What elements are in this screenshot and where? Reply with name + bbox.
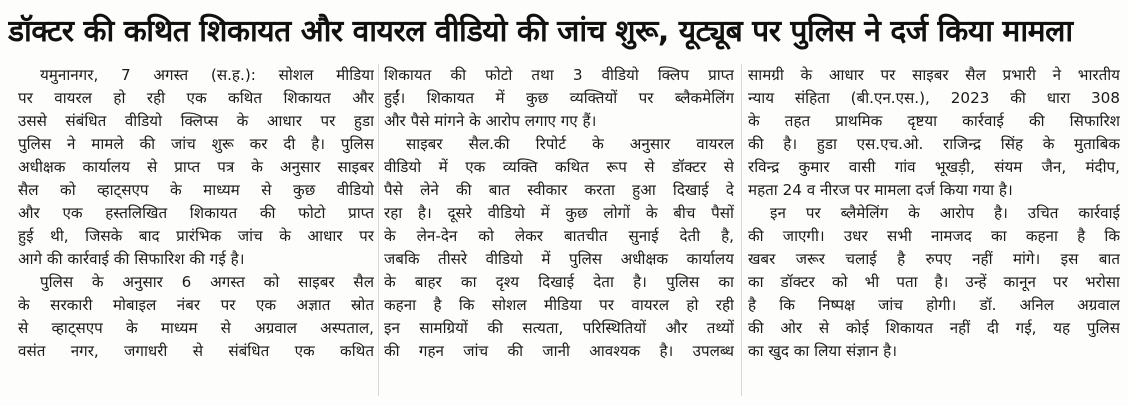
article-column-2: [384, 64, 734, 400]
article-text-line: का खुद का लिया संज्ञान है।: [748, 342, 897, 360]
article-text-line: जबकि तीसरे वीडियो में पुलिस अधीक्षक कार्यालय: [384, 250, 734, 268]
column-divider: [378, 64, 379, 396]
article-text-line: की है। हुडा एस.एच.ओ. राजिन्द्र सिंह के मुताबिक: [748, 135, 1120, 153]
article-text-line: पुलिस ने मामले की जांच शुरू कर दी है। पुलिस: [18, 135, 374, 153]
article-text-line: के सरकारी मोबाइल नंबर पर एक अज्ञात स्रोत: [18, 296, 374, 314]
article-text-line: के तहत प्राथमिक दृष्टया कार्रवाई की सिफारिश: [748, 112, 1120, 130]
article-text-line: वसंत नगर, जगाधरी से संबंधित एक कथित: [18, 342, 374, 360]
article-text-line: के लेन-देन को लेकर बातचीत सुनाई देती है,: [384, 227, 734, 245]
article-text-line: वीडियो में एक व्यक्ति कथित रूप से डॉक्टर से: [384, 158, 734, 176]
article-text-line: सैल को व्हाट्सएप के माध्यम से कुछ वीडियो: [18, 181, 374, 199]
article-text-line: पुलिस के अनुसार 6 अगस्त को साइबर सैल: [40, 273, 374, 291]
article-text-line: रहा है। दूसरे वीडियो में कुछ लोगों के बीच पैसों: [384, 204, 734, 222]
headline: डॉक्टर की कथित शिकायत और वायरल वीडियो की जांच शुरू, यूट्यूब पर पुलिस ने दर्ज किया मामला: [8, 14, 1073, 49]
article-text-line: की जाएगी। उधर सभी नामजद का कहना है कि: [748, 227, 1120, 245]
article-text-line: हुईं। शिकायत में कुछ व्यक्तियों पर ब्लैकमेलिंग: [384, 89, 734, 107]
column-divider: [741, 64, 742, 396]
article-text-line: की गहन जांच की जानी आवश्यक है। उपलब्ध: [384, 342, 734, 360]
article-text-line: शिकायत की फोटो तथा 3 वीडियो क्लिप प्राप्त: [384, 66, 734, 84]
article-text-line: यमुनानगर, 7 अगस्त (स.ह.): सोशल मीडिया: [40, 66, 374, 84]
article-text-line: पैसे लेने की बात स्वीकार करता हुआ दिखाई दे: [384, 181, 734, 199]
article-text-line: हुई थी, जिसके बाद प्रारंभिक जांच के आधार पर: [18, 227, 374, 245]
article-text-line: साइबर सैल.की रिपोर्ट के अनुसार वायरल: [406, 135, 734, 153]
article-text-line: इन पर ब्लैमेलिंग के आरोप है। उचित कार्रवाई: [770, 204, 1120, 222]
article-text-line: आगे की कार्रवाई की सिफारिश की गई है।: [18, 250, 245, 268]
article-text-line: अधीक्षक कार्यालय से प्राप्त पत्र के अनुसार साइबर: [18, 158, 374, 176]
article-text-line: इन सामग्रियों की सत्यता, परिस्थितियों और तथ्यों: [384, 319, 734, 337]
article-text-line: रविन्द्र कुमार वासी गांव भूखड़ी, संयम जैन, मंदीप,: [748, 158, 1120, 176]
article-text-line: की ओर से कोई शिकायत नहीं दी गई, यह पुलिस: [748, 319, 1120, 337]
article-text-line: के बाहर का दृश्य दिखाई देता है। पुलिस का: [384, 273, 734, 291]
article-column-1: [18, 64, 374, 400]
article-text-line: है कि निष्पक्ष जांच होगी। डॉ. अनिल अग्रवाल: [748, 296, 1120, 314]
article-text-line: पर वायरल हो रही एक कथित शिकायत और: [18, 89, 374, 107]
article-text-line: उससे संबंधित वीडियो क्लिप्स के आधार पर हुडा: [18, 112, 374, 130]
article-text-line: का डॉक्टर को भी पता है। उन्हें कानून पर भरोसा: [748, 273, 1120, 291]
article-text-line: सामग्री के आधार पर साइबर सैल प्रभारी ने भारतीय: [748, 66, 1120, 84]
article-text-line: और एक हस्तलिखित शिकायत की फोटो प्राप्त: [18, 204, 374, 222]
article-text-line: खबर जरूर चलाई है रुपए नहीं मांगे। इस बात: [748, 250, 1120, 268]
article-text-line: और पैसे मांगने के आरोप लगाए गए हैं।: [384, 112, 597, 130]
article-text-line: से व्हाट्सएप के माध्यम से अग्रवाल अस्पताल,: [18, 319, 374, 337]
article-text-line: महता 24 व नीरज पर मामला दर्ज किया गया है।: [748, 181, 1013, 199]
article-column-3: [748, 64, 1120, 400]
article-text-line: कहना है कि सोशल मीडिया पर वायरल हो रही: [384, 296, 734, 314]
article-text-line: न्याय संहिता (बी.एन.एस.), 2023 की धारा 308: [748, 89, 1120, 107]
